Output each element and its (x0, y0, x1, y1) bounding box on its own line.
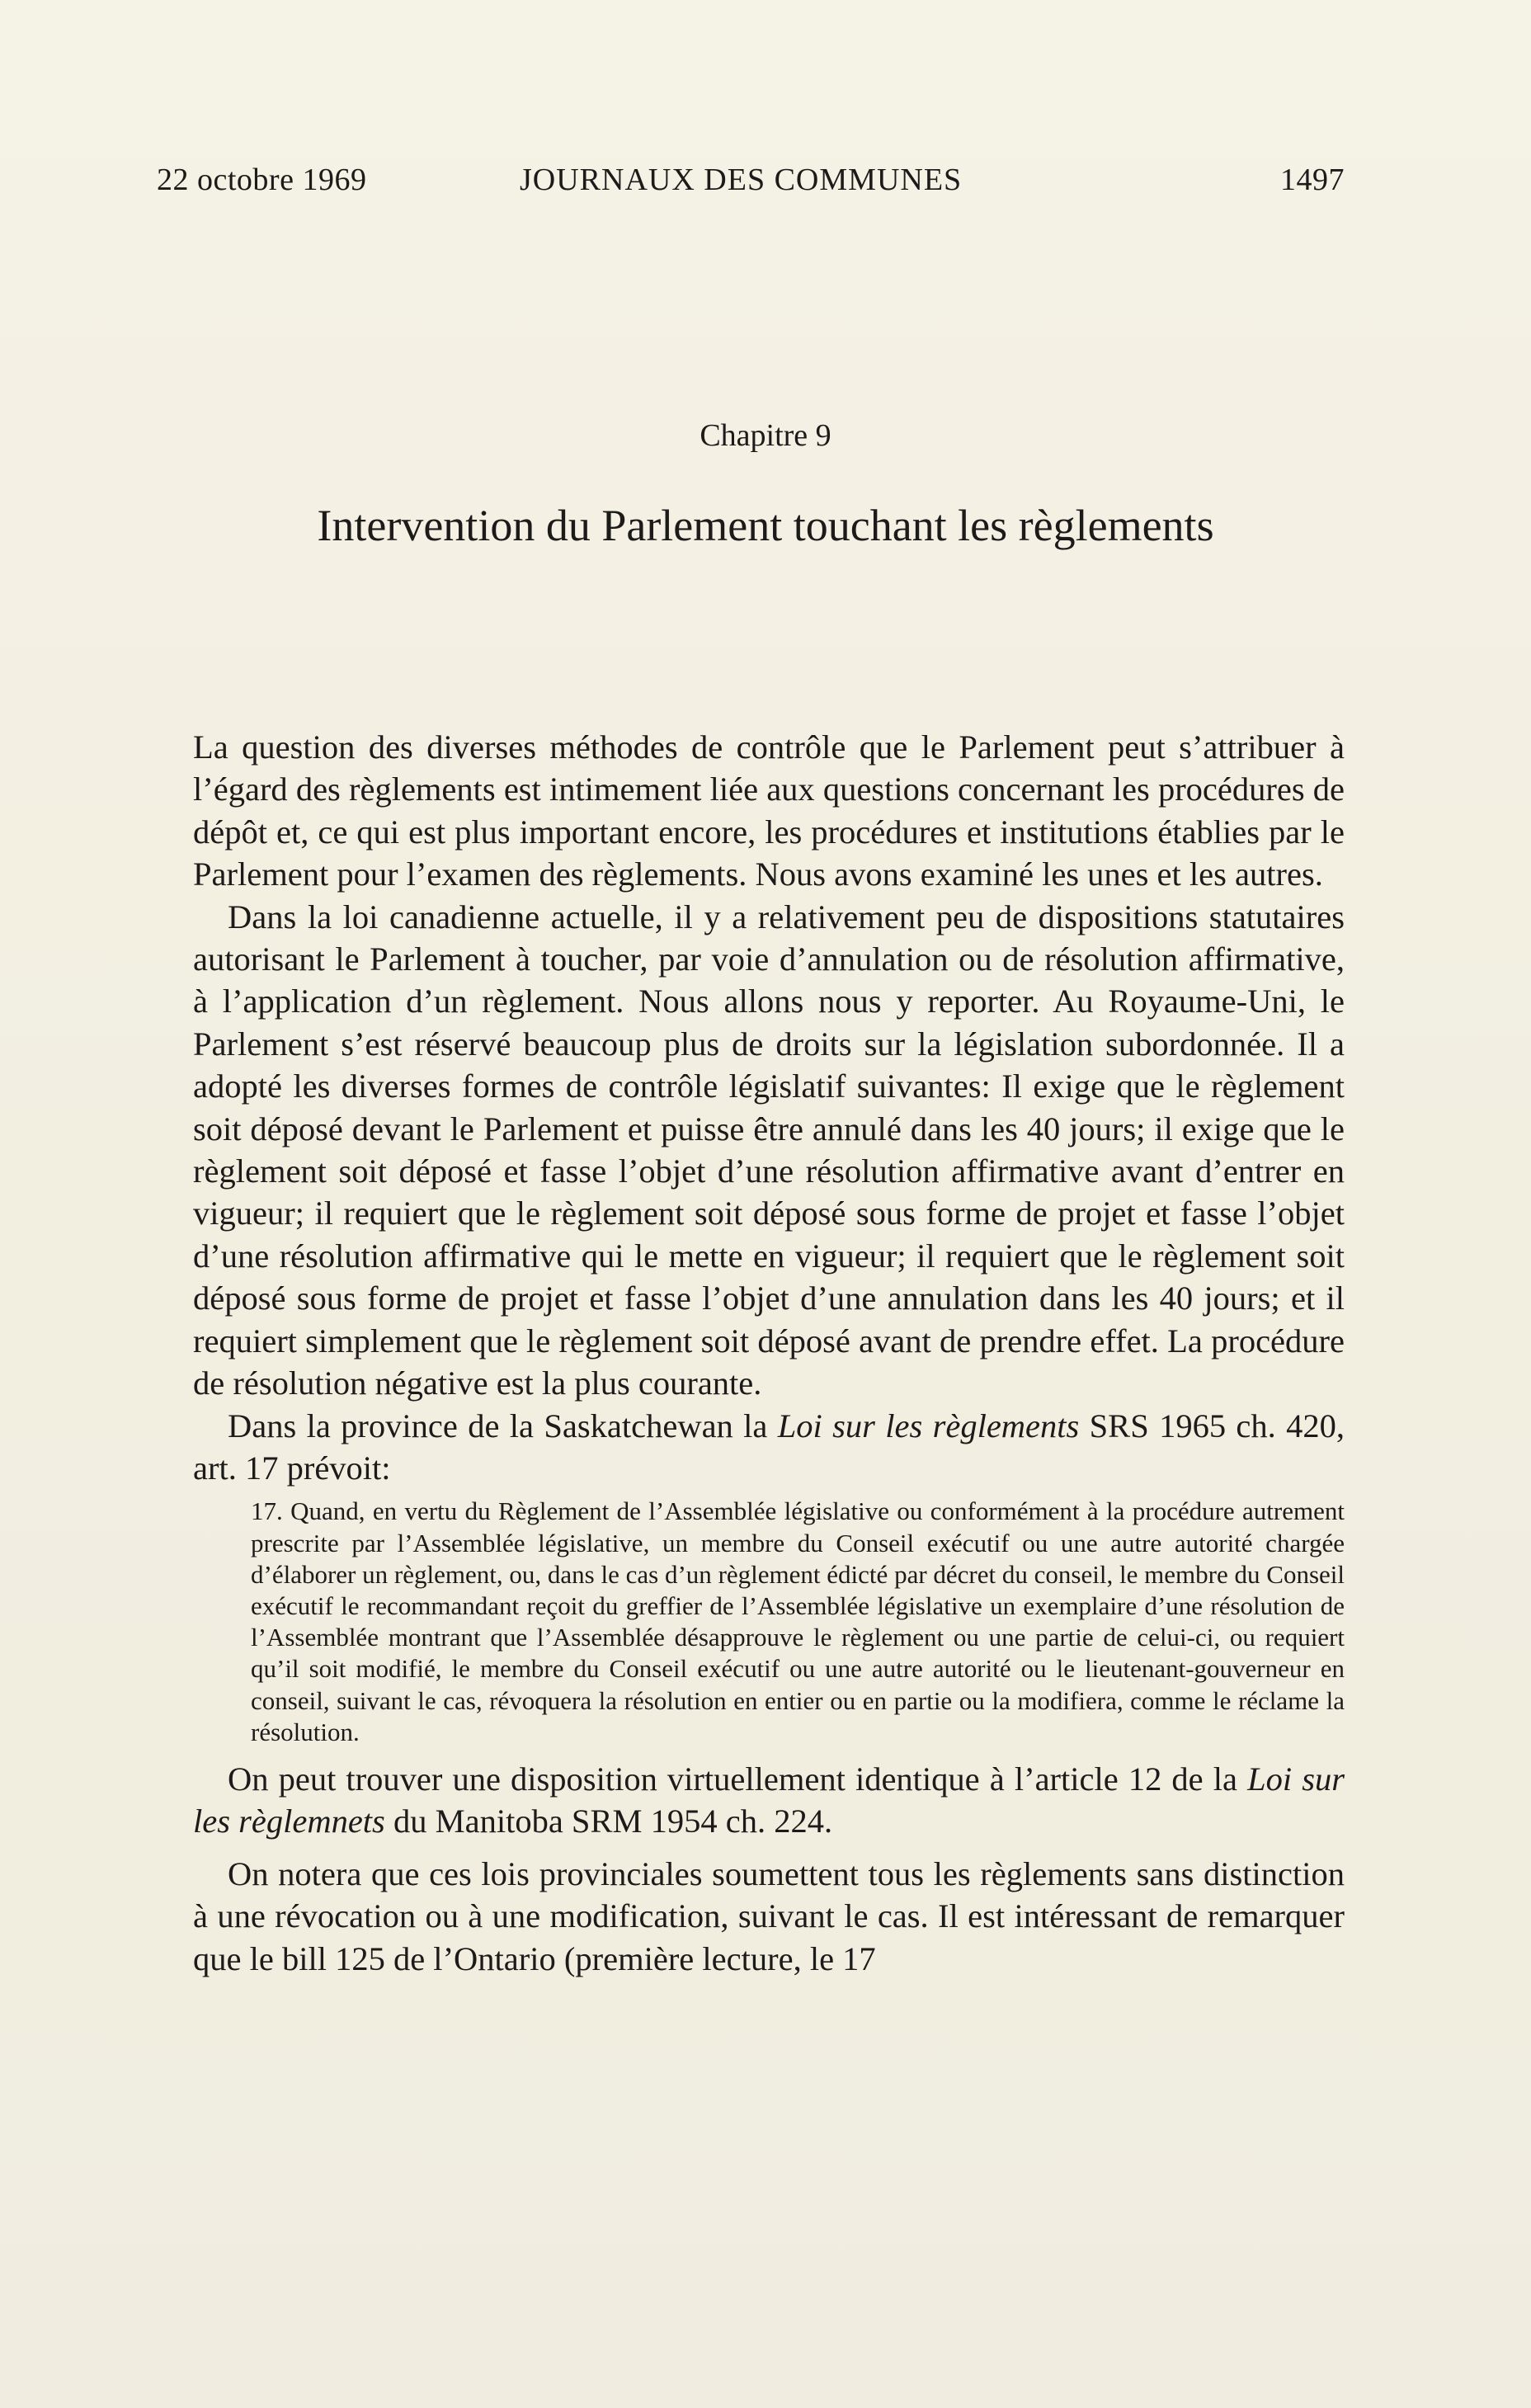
paragraph-2: Dans la loi canadienne actuelle, il y a relativement peu de dispositions statutaires autorisant le Parlement à toucher, par voie d’annulation ou de résolution affirmative, à l’application d’un règlement. Nous allons nous y reporter. Au Royaume-Uni, le Parlement s’est réservé beaucoup plus de droits sur la législation subordonnée. Il a adopté les diverses formes de contrôle législatif suivantes: Il exige que le règlement soit déposé devant le Parlement et puisse être annulé dans les 40 jours; il exige que le règlement soit déposé et fasse l’objet d’une résolution affirmative avant d’entrer en vigueur; il requiert que le règlement soit déposé sous forme de projet et fasse l’objet d’une résolution affirmative qui le mette en vigueur; il requiert que le règlement soit déposé sous forme de projet et fasse l’objet d’une annulation dans les 40 jours; et il requiert simplement que le règlement soit déposé avant de prendre effet. La procédure de résolution négative est la plus courante. (193, 898, 1345, 1402)
chapter-label: Chapitre 9 (700, 418, 831, 453)
paragraph-4-text-end: du Manitoba SRM 1954 ch. 224. (384, 1802, 833, 1840)
law-title-saskatchewan: Loi sur les règlements (777, 1407, 1080, 1444)
paragraph-3-text-end: SRS 1965 ch. 420, art. 17 prévoit: (193, 1407, 1345, 1487)
paragraph-4 (193, 1758, 1345, 1843)
paragraph-4-text-start: On peut trouver une disposition virtuellement identique à l’article 12 de la (228, 1760, 1248, 1798)
chapter-title: Intervention du Parlement touchant les règlements (317, 501, 1214, 550)
paragraph-3-text-start: Dans la province de la Saskatchewan la (228, 1407, 778, 1444)
header-date: 22 octobre 1969 (157, 163, 367, 197)
law-title-manitoba: Loi sur les règlemnets (193, 1760, 1345, 1840)
quoted-article-17: 17. Quand, en vertu du Règlement de l’Assemblée législative ou conformément à la procédure autrement prescrite par l’Assemblée législative, un membre du Conseil exécutif ou une autre autorité chargée d’élaborer un règlement, ou, dans le cas d’un règlement édicté par décret du conseil, le membre du Conseil exécutif le recommandant reçoit du greffier de l’Assemblée législative un exemplaire d’une résolution de l’Assemblée montrant que l’Assemblée désapprouve le règlement ou une partie de celui-ci, ou requiert qu’il soit modifié, le membre du Conseil exécutif ou une autre autorité ou le lieutenant-gouverneur en conseil, suivant le cas, révoquera la résolution en entier ou en partie ou la modifiera, comme le réclame la résolution. (251, 1496, 1345, 1746)
paragraph-3 (193, 1405, 1345, 1490)
body-text (193, 726, 1345, 1980)
paragraph-5: On notera que ces lois provinciales soumettent tous les règlements sans distinction à une révocation ou à une modification, suivant le cas. Il est intéressant de remarquer que le bill 125 de l’Ontario (première lecture, le 17 (193, 1854, 1345, 1977)
page-number: 1497 (1280, 163, 1345, 197)
paragraph-1: La question des diverses méthodes de contrôle que le Parlement peut s’attribuer à l’égard des règlements est intimement liée aux questions concernant les procédures de dépôt et, ce qui est plus important encore, les procédures et institutions établies par le Parlement pour l’examen des règlements. Nous avons examiné les unes et les autres. (193, 728, 1345, 893)
header-journal-title: JOURNAUX DES COMMUNES (520, 163, 963, 197)
running-header (157, 162, 1345, 203)
